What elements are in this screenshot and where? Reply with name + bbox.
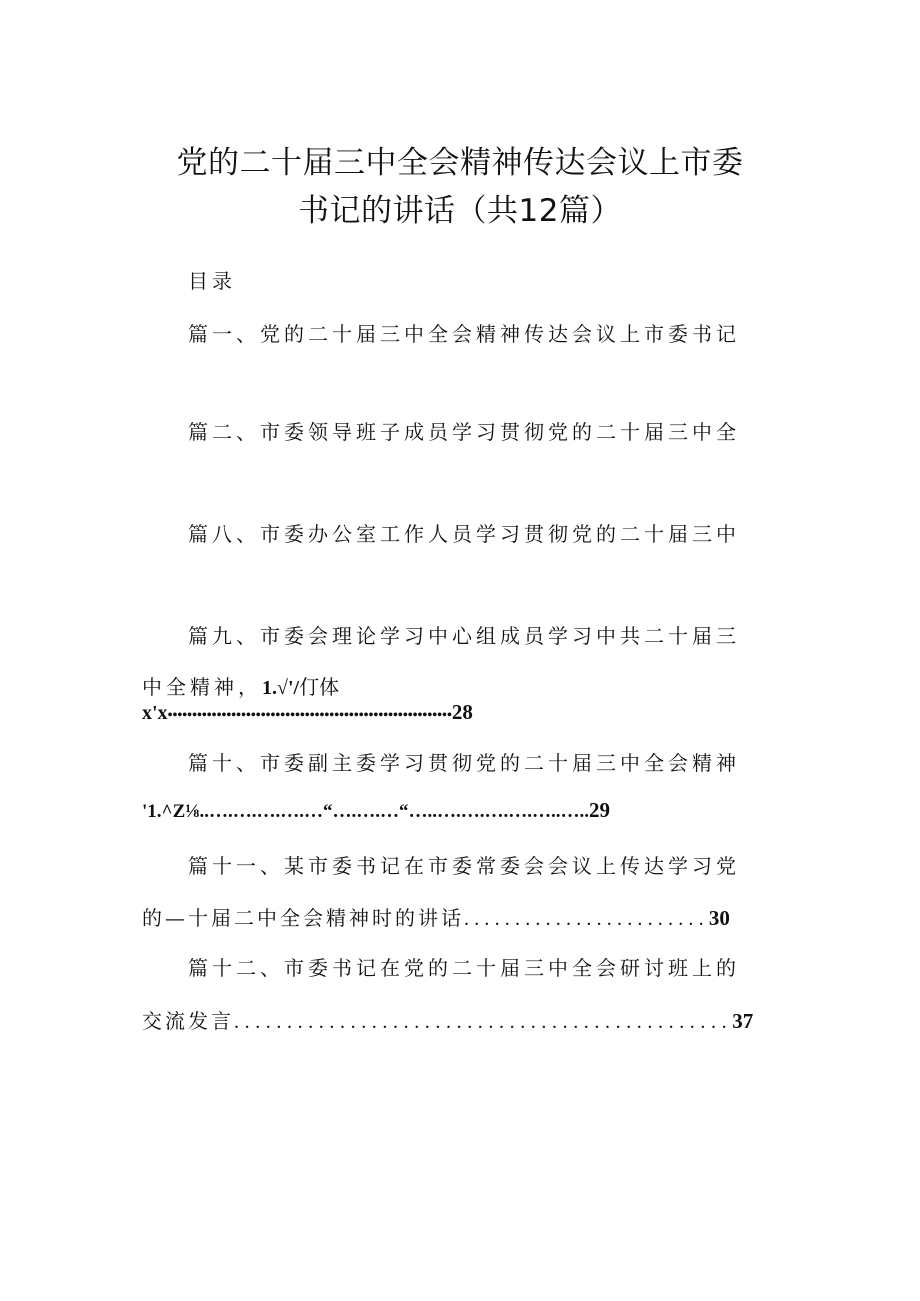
- toc-entry-9-garbled-tail: 仃体: [299, 675, 340, 699]
- toc-entry-9[interactable]: 篇九、市委会理论学习中心组成员学习中共二十届三: [188, 624, 740, 648]
- toc-entry-9-leader-row[interactable]: [142, 700, 473, 725]
- toc-entry-1[interactable]: 篇一、党的二十届三中全会精神传达会议上市委书记: [188, 322, 740, 346]
- toc-entry-9-leader-prefix: x'x: [142, 702, 168, 724]
- toc-entry-9-continuation[interactable]: [142, 671, 339, 700]
- toc-entry-12-leader: ...............................................: [234, 1011, 733, 1033]
- toc-entry-12[interactable]: 篇十二、市委书记在党的二十届三中全会研讨班上的: [188, 956, 740, 980]
- toc-entry-10-leader-row[interactable]: [142, 798, 610, 823]
- toc-entry-9-page: 28: [451, 700, 473, 724]
- toc-entry-10-leader: '1.^Z⅛..….….….….…“….….…“…..….….….….…..…..: [142, 801, 589, 822]
- toc-heading: 目录: [188, 269, 236, 293]
- toc-entry-12-page: 37: [732, 1009, 754, 1033]
- toc-entry-9-cont-text: 中全精神，: [142, 675, 262, 699]
- toc-entry-11-leader: ........................: [464, 908, 709, 930]
- toc-entry-12-cont-text: 交流发言: [142, 1009, 234, 1033]
- toc-entry-12-leader-row[interactable]: [142, 1005, 753, 1034]
- toc-entry-11-page: 30: [708, 906, 730, 930]
- toc-entry-10[interactable]: 篇十、市委副主委学习贯彻党的二十届三中全会精神: [188, 751, 740, 775]
- toc-entry-11-cont-text: 的—十届二中全会精神时的讲话: [142, 906, 464, 930]
- toc-entry-8[interactable]: 篇八、市委办公室工作人员学习贯彻党的二十届三中: [188, 522, 740, 546]
- toc-entry-2[interactable]: 篇二、市委领导班子成员学习贯彻党的二十届三中全: [188, 420, 740, 444]
- toc-entry-10-page: 29: [589, 798, 610, 822]
- toc-entry-9-leader: ••••••••••••••••••••••••••••••••••••••••••••••••••••••••••: [167, 708, 452, 723]
- document-title-line-1: 党的二十届三中全会精神传达会议上市委: [176, 145, 744, 181]
- toc-entry-11[interactable]: 篇十一、某市委书记在市委常委会会议上传达学习党: [188, 854, 740, 878]
- document-title-line-2: 书记的讲话（共12篇）: [298, 193, 622, 229]
- toc-entry-11-leader-row[interactable]: [142, 902, 730, 931]
- toc-entry-9-garbled: 1.√'/: [262, 677, 300, 699]
